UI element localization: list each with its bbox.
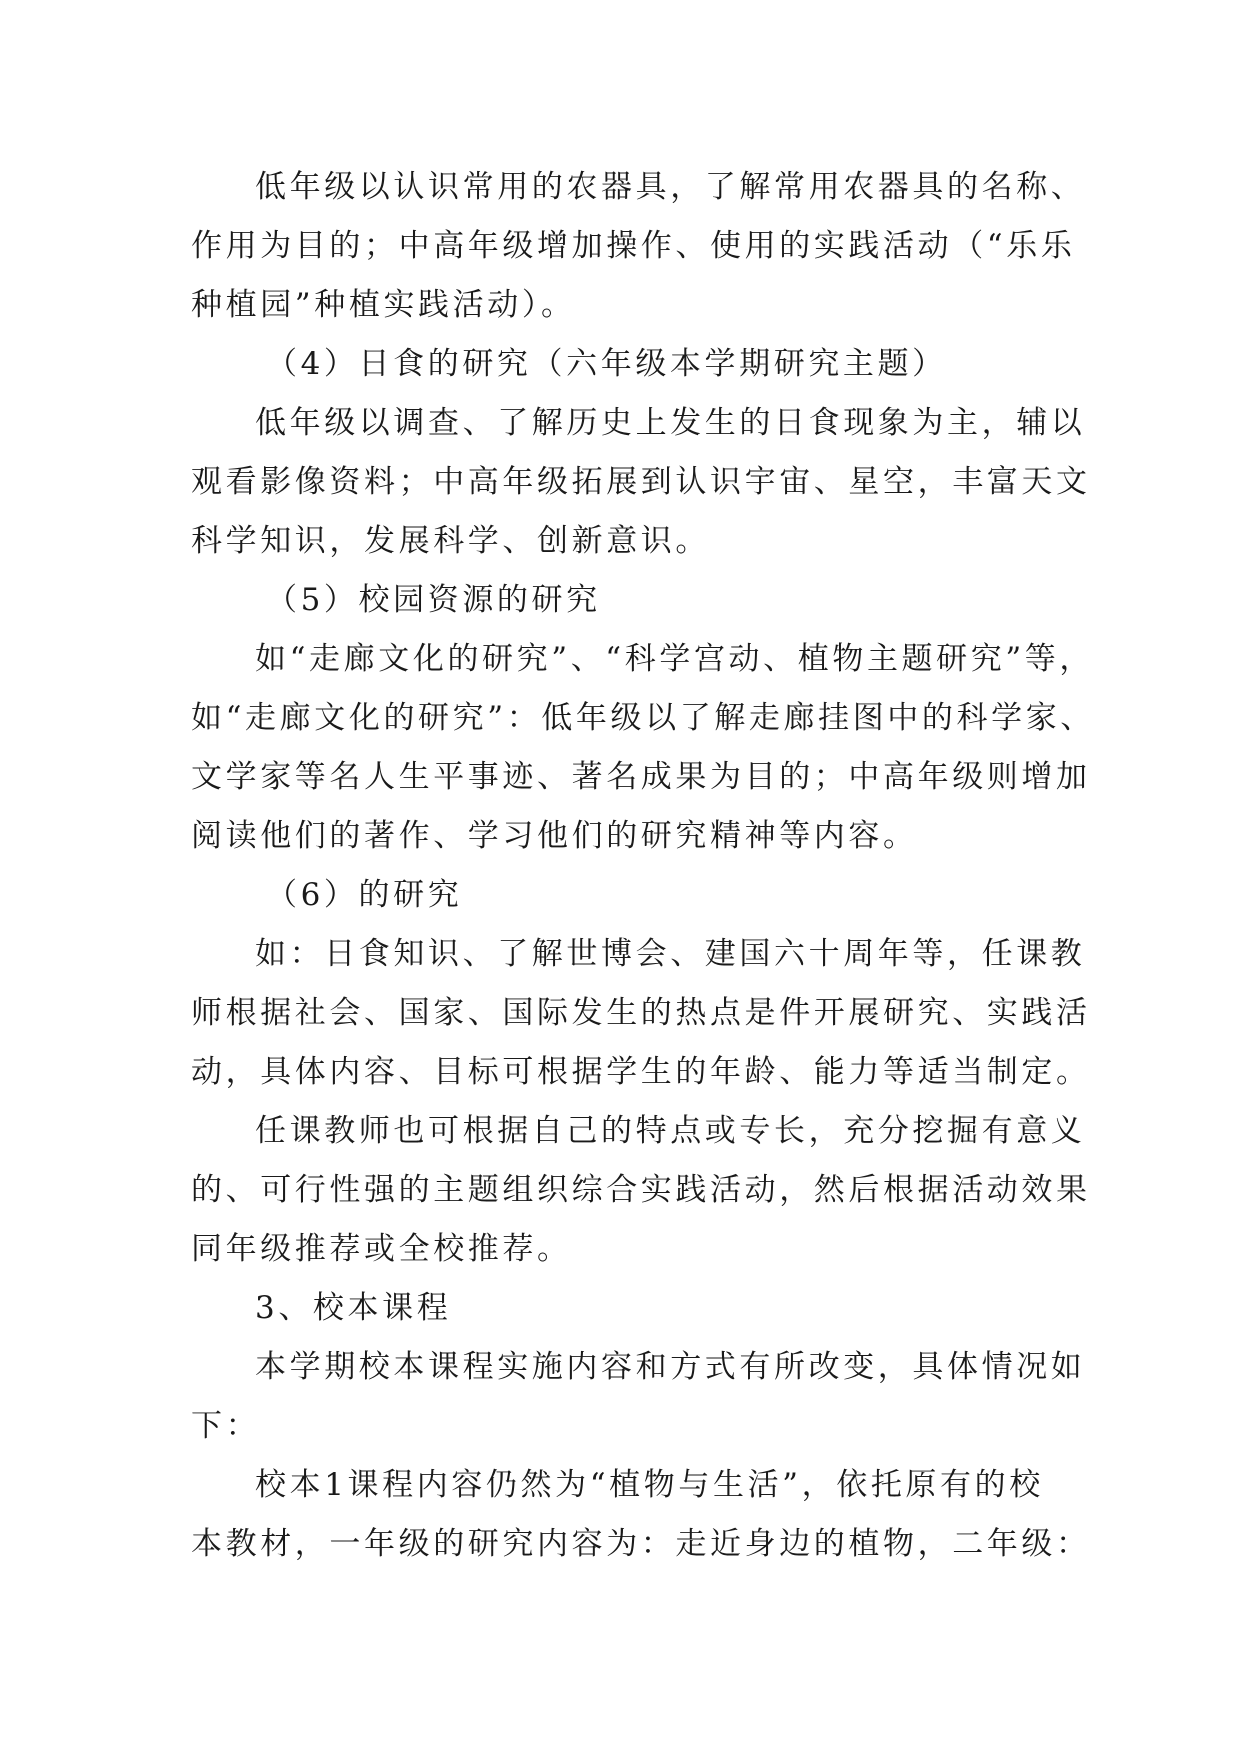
section-heading: 3、校本课程 [255,1290,452,1326]
paragraph-line: 种植园”种植实践活动）。 [191,287,576,323]
paragraph-line: 校本1课程内容仍然为“植物与生活”，依托原有的校 [255,1467,1044,1503]
paragraph-line: 作用为目的；中高年级增加操作、使用的实践活动（“乐乐 [191,228,1076,264]
paragraph-line: 如“走廊文化的研究”、“科学宫动、植物主题研究”等， [255,641,1094,677]
paragraph-line: 低年级以认识常用的农器具，了解常用农器具的名称、 [255,169,1086,205]
paragraph-line: 如“走廊文化的研究”：低年级以了解走廊挂图中的科学家、 [191,700,1095,736]
paragraph-line: 文学家等名人生平事迹、著名成果为目的；中高年级则增加 [191,759,1091,795]
paragraph-line: 师根据社会、国家、国际发生的热点是件开展研究、实践活 [191,995,1091,1031]
paragraph-line: 同年级推荐或全校推荐。 [191,1231,572,1267]
section-heading: （4）日食的研究（六年级本学期研究主题） [266,346,947,382]
section-heading: （6）的研究 [266,877,463,913]
paragraph-line: 如：日食知识、了解世博会、建国六十周年等，任课教 [255,936,1086,972]
paragraph-line: 低年级以调查、了解历史上发生的日食现象为主，辅以 [255,405,1086,441]
paragraph-line: 本教材，一年级的研究内容为：走近身边的植物，二年级： [191,1526,1091,1562]
document-body [191,158,1095,1574]
paragraph-line: 下： [191,1408,261,1444]
paragraph-line: 本学期校本课程实施内容和方式有所改变，具体情况如 [255,1349,1086,1385]
paragraph-line: 的、可行性强的主题组织综合实践活动，然后根据活动效果 [191,1172,1091,1208]
paragraph-line: 任课教师也可根据自己的特点或专长，充分挖掘有意义 [255,1113,1086,1149]
paragraph-line: 观看影像资料；中高年级拓展到认识宇宙、星空，丰富天文 [191,464,1091,500]
paragraph-line: 科学知识，发展科学、创新意识。 [191,523,710,559]
paragraph-line: 动，具体内容、目标可根据学生的年龄、能力等适当制定。 [191,1054,1091,1090]
paragraph-line: 阅读他们的著作、学习他们的研究精神等内容。 [191,818,918,854]
section-heading: （5）校园资源的研究 [266,582,601,618]
